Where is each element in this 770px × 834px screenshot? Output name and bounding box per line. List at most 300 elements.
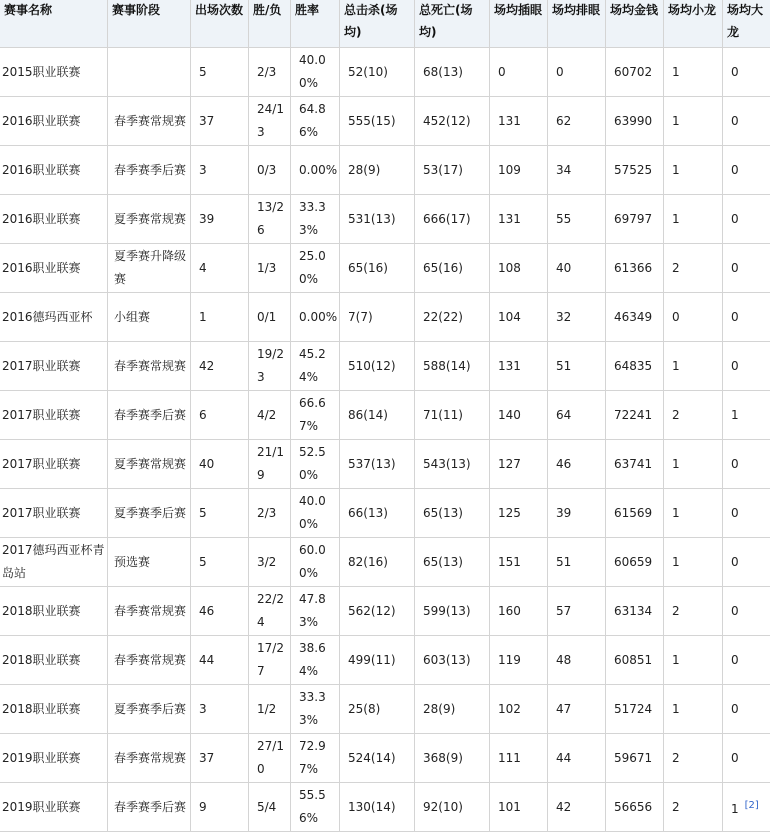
footnote-link[interactable]: [2] (744, 799, 759, 811)
table-row (0, 97, 770, 146)
wards-cell (490, 783, 548, 832)
table-row (0, 489, 770, 538)
event-cell (0, 293, 108, 342)
wards-cell (490, 342, 548, 391)
win-rate-cell (291, 587, 340, 636)
table-row (0, 538, 770, 587)
win-loss-cell-text: 2/3 (257, 64, 277, 79)
wards-cell-text: 108 (498, 260, 521, 275)
baron-cell-text: 0 (731, 358, 739, 373)
win-rate-cell (291, 391, 340, 440)
win-rate-cell (291, 489, 340, 538)
games-cell-text: 9 (199, 799, 207, 814)
win-rate-cell-text: 72.97% (299, 739, 326, 776)
win-rate-cell-text: 0.00% (299, 162, 338, 177)
gold-cell (606, 293, 664, 342)
event-cell-text: 2017德玛西亚杯青岛站 (2, 543, 105, 580)
baron-cell-text: 0 (731, 652, 739, 667)
gold-cell (606, 391, 664, 440)
event-cell (0, 195, 108, 244)
win-rate-cell-text: 33.33% (299, 690, 326, 727)
win-loss-cell (249, 48, 291, 97)
deaths-cell-text: 588(14) (423, 358, 471, 373)
kills-cell (340, 146, 415, 195)
ward-clears-cell-text: 47 (556, 701, 572, 716)
games-cell (191, 538, 249, 587)
gold-cell (606, 685, 664, 734)
gold-cell-text: 64835 (614, 358, 653, 373)
dragon-cell (664, 146, 723, 195)
col-header-games: 出场次数 (191, 0, 249, 48)
deaths-cell-text: 599(13) (423, 603, 471, 618)
win-rate-cell (291, 146, 340, 195)
dragon-cell-text: 1 (672, 456, 680, 471)
baron-cell-text: 0 (731, 701, 739, 716)
wards-cell (490, 440, 548, 489)
gold-cell-text: 46349 (614, 309, 653, 324)
win-rate-cell-text: 52.50% (299, 445, 326, 482)
ward-clears-cell-text: 32 (556, 309, 572, 324)
dragon-cell (664, 538, 723, 587)
stage-cell (108, 538, 191, 587)
dragon-cell (664, 587, 723, 636)
kills-cell (340, 48, 415, 97)
dragon-cell-text: 1 (672, 505, 680, 520)
games-cell-text: 1 (199, 309, 207, 324)
wards-cell (490, 636, 548, 685)
deaths-cell (415, 783, 490, 832)
games-cell (191, 97, 249, 146)
games-cell (191, 636, 249, 685)
event-cell-text: 2016德玛西亚杯 (2, 309, 93, 324)
gold-cell (606, 783, 664, 832)
event-cell-text: 2016职业联赛 (2, 211, 81, 226)
deaths-cell (415, 391, 490, 440)
deaths-cell (415, 636, 490, 685)
col-header-wards: 场均插眼 (490, 0, 548, 48)
table-row (0, 440, 770, 489)
games-cell (191, 489, 249, 538)
ward-clears-cell-text: 62 (556, 113, 572, 128)
games-cell (191, 391, 249, 440)
games-cell-text: 40 (199, 456, 215, 471)
wards-cell (490, 685, 548, 734)
col-header-win-loss: 胜/负 (249, 0, 291, 48)
kills-cell-text: 7(7) (348, 309, 373, 324)
win-rate-cell (291, 538, 340, 587)
stage-cell (108, 342, 191, 391)
event-cell (0, 146, 108, 195)
gold-cell (606, 342, 664, 391)
kills-cell (340, 97, 415, 146)
games-cell (191, 783, 249, 832)
table-row (0, 636, 770, 685)
deaths-cell (415, 195, 490, 244)
col-header-baron: 场均大龙 (723, 0, 770, 48)
ward-clears-cell (548, 391, 606, 440)
dragon-cell (664, 783, 723, 832)
deaths-cell (415, 538, 490, 587)
deaths-cell-text: 452(12) (423, 113, 471, 128)
win-rate-cell (291, 97, 340, 146)
wards-cell (490, 538, 548, 587)
event-cell (0, 538, 108, 587)
ward-clears-cell-text: 44 (556, 750, 572, 765)
win-loss-cell (249, 293, 291, 342)
baron-cell (723, 587, 770, 636)
kills-cell-text: 82(16) (348, 554, 388, 569)
deaths-cell-text: 368(9) (423, 750, 463, 765)
games-cell (191, 293, 249, 342)
event-cell (0, 440, 108, 489)
gold-cell-text: 61569 (614, 505, 653, 520)
baron-cell-text: 0 (731, 162, 739, 177)
wards-cell (490, 587, 548, 636)
table-row (0, 48, 770, 97)
win-loss-cell-text: 3/2 (257, 554, 277, 569)
event-cell (0, 636, 108, 685)
wards-cell (490, 97, 548, 146)
win-loss-cell-text: 2/3 (257, 505, 277, 520)
stage-cell-text: 春季赛常规赛 (114, 603, 187, 618)
dragon-cell (664, 734, 723, 783)
baron-cell-text: 0 (731, 211, 739, 226)
dragon-cell (664, 195, 723, 244)
win-loss-cell (249, 342, 291, 391)
win-rate-cell (291, 342, 340, 391)
kills-cell (340, 391, 415, 440)
event-cell-text: 2018职业联赛 (2, 652, 81, 667)
dragon-cell-text: 1 (672, 554, 680, 569)
deaths-cell-text: 71(11) (423, 407, 463, 422)
win-rate-cell (291, 440, 340, 489)
win-rate-cell-text: 25.00% (299, 249, 326, 286)
stage-cell-text: 春季赛季后赛 (114, 407, 187, 422)
ward-clears-cell (548, 783, 606, 832)
baron-cell-text: 0 (731, 456, 739, 471)
stage-cell-text: 夏季赛常规赛 (114, 456, 187, 471)
baron-cell (723, 685, 770, 734)
wards-cell (490, 195, 548, 244)
stage-cell-text: 夏季赛升降级赛 (114, 249, 187, 286)
games-cell-text: 42 (199, 358, 215, 373)
games-cell-text: 37 (199, 113, 215, 128)
dragon-cell (664, 636, 723, 685)
win-loss-cell-text: 17/27 (257, 641, 284, 678)
stage-cell-text: 春季赛常规赛 (114, 358, 187, 373)
dragon-cell-text: 1 (672, 162, 680, 177)
event-cell-text: 2015职业联赛 (2, 64, 81, 79)
ward-clears-cell (548, 97, 606, 146)
win-loss-cell-text: 5/4 (257, 799, 277, 814)
ward-clears-cell (548, 636, 606, 685)
deaths-cell-text: 68(13) (423, 64, 463, 79)
event-cell (0, 97, 108, 146)
kills-cell-text: 28(9) (348, 162, 381, 177)
kills-cell (340, 440, 415, 489)
wards-cell-text: 127 (498, 456, 521, 471)
wards-cell-text: 140 (498, 407, 521, 422)
win-rate-cell (291, 244, 340, 293)
baron-cell (723, 440, 770, 489)
kills-cell-text: 537(13) (348, 456, 396, 471)
gold-cell-text: 63741 (614, 456, 653, 471)
dragon-cell-text: 1 (672, 113, 680, 128)
games-cell (191, 734, 249, 783)
gold-cell-text: 59671 (614, 750, 653, 765)
ward-clears-cell (548, 146, 606, 195)
stage-cell-text: 夏季赛季后赛 (114, 505, 187, 520)
baron-cell (723, 636, 770, 685)
event-cell-text: 2018职业联赛 (2, 701, 81, 716)
baron-cell-text: 0 (731, 64, 739, 79)
win-rate-cell (291, 195, 340, 244)
dragon-cell (664, 391, 723, 440)
gold-cell (606, 440, 664, 489)
wards-cell-text: 0 (498, 64, 506, 79)
win-rate-cell (291, 685, 340, 734)
dragon-cell (664, 48, 723, 97)
baron-cell (723, 293, 770, 342)
win-rate-cell-text: 40.00% (299, 53, 326, 90)
win-rate-cell-text: 47.83% (299, 592, 326, 629)
stage-cell-text: 夏季赛季后赛 (114, 701, 187, 716)
kills-cell-text: 555(15) (348, 113, 396, 128)
baron-cell (723, 489, 770, 538)
baron-cell (723, 734, 770, 783)
baron-cell-text: 0 (731, 113, 739, 128)
kills-cell (340, 587, 415, 636)
baron-cell (723, 538, 770, 587)
win-loss-cell-text: 22/24 (257, 592, 284, 629)
table-body (0, 48, 770, 832)
dragon-cell-text: 1 (672, 64, 680, 79)
win-loss-cell (249, 146, 291, 195)
kills-cell-text: 25(8) (348, 701, 381, 716)
ward-clears-cell-text: 39 (556, 505, 572, 520)
win-loss-cell (249, 734, 291, 783)
deaths-cell-text: 603(13) (423, 652, 471, 667)
event-cell-text: 2019职业联赛 (2, 799, 81, 814)
event-cell (0, 685, 108, 734)
deaths-cell (415, 97, 490, 146)
col-header-stage: 赛事阶段 (108, 0, 191, 48)
games-cell (191, 587, 249, 636)
dragon-cell (664, 342, 723, 391)
win-loss-cell-text: 13/26 (257, 200, 284, 237)
event-cell (0, 244, 108, 293)
win-loss-cell (249, 538, 291, 587)
table-row (0, 734, 770, 783)
dragon-cell-text: 1 (672, 652, 680, 667)
win-rate-cell (291, 783, 340, 832)
deaths-cell-text: 22(22) (423, 309, 463, 324)
wards-cell-text: 131 (498, 211, 521, 226)
baron-cell-text: 1 (731, 407, 739, 422)
ward-clears-cell (548, 489, 606, 538)
wards-cell-text: 131 (498, 113, 521, 128)
wards-cell (490, 244, 548, 293)
gold-cell-text: 60851 (614, 652, 653, 667)
wards-cell-text: 131 (498, 358, 521, 373)
win-rate-cell (291, 636, 340, 685)
ward-clears-cell-text: 64 (556, 407, 572, 422)
table-row (0, 195, 770, 244)
event-cell (0, 342, 108, 391)
stage-cell-text: 春季赛常规赛 (114, 750, 187, 765)
stage-cell (108, 734, 191, 783)
dragon-cell-text: 0 (672, 309, 680, 324)
ward-clears-cell-text: 51 (556, 554, 572, 569)
event-cell (0, 783, 108, 832)
dragon-cell-text: 1 (672, 701, 680, 716)
wards-cell (490, 293, 548, 342)
event-cell-text: 2018职业联赛 (2, 603, 81, 618)
gold-cell (606, 734, 664, 783)
wards-cell-text: 160 (498, 603, 521, 618)
dragon-cell-text: 2 (672, 260, 680, 275)
col-header-deaths: 总死亡(场均) (415, 0, 490, 48)
table-row (0, 342, 770, 391)
gold-cell-text: 61366 (614, 260, 653, 275)
baron-cell (723, 342, 770, 391)
deaths-cell (415, 293, 490, 342)
deaths-cell-text: 28(9) (423, 701, 456, 716)
ward-clears-cell-text: 48 (556, 652, 572, 667)
kills-cell-text: 130(14) (348, 799, 396, 814)
gold-cell-text: 57525 (614, 162, 653, 177)
col-header-event: 赛事名称 (0, 0, 108, 48)
gold-cell (606, 244, 664, 293)
dragon-cell-text: 1 (672, 358, 680, 373)
gold-cell (606, 538, 664, 587)
baron-cell (723, 97, 770, 146)
win-rate-cell (291, 734, 340, 783)
deaths-cell (415, 146, 490, 195)
table-row (0, 587, 770, 636)
gold-cell (606, 636, 664, 685)
baron-cell (723, 783, 770, 832)
stage-cell (108, 97, 191, 146)
kills-cell-text: 562(12) (348, 603, 396, 618)
gold-cell-text: 51724 (614, 701, 653, 716)
win-rate-cell-text: 66.67% (299, 396, 326, 433)
deaths-cell-text: 65(13) (423, 505, 463, 520)
deaths-cell (415, 244, 490, 293)
table-row (0, 146, 770, 195)
games-cell-text: 46 (199, 603, 215, 618)
stage-cell (108, 685, 191, 734)
dragon-cell-text: 1 (672, 211, 680, 226)
baron-cell-text: 0 (731, 260, 739, 275)
dragon-cell (664, 244, 723, 293)
win-rate-cell-text: 64.86% (299, 102, 326, 139)
stage-cell (108, 489, 191, 538)
ward-clears-cell-text: 46 (556, 456, 572, 471)
event-cell (0, 587, 108, 636)
ward-clears-cell-text: 42 (556, 799, 572, 814)
baron-cell (723, 195, 770, 244)
ward-clears-cell-text: 55 (556, 211, 572, 226)
ward-clears-cell (548, 244, 606, 293)
ward-clears-cell (548, 440, 606, 489)
win-loss-cell-text: 0/3 (257, 162, 277, 177)
dragon-cell-text: 2 (672, 407, 680, 422)
win-loss-cell-text: 0/1 (257, 309, 277, 324)
header-row (0, 0, 770, 48)
deaths-cell (415, 734, 490, 783)
games-cell-text: 3 (199, 162, 207, 177)
stage-cell (108, 48, 191, 97)
deaths-cell-text: 65(16) (423, 260, 463, 275)
games-cell (191, 146, 249, 195)
event-cell-text: 2017职业联赛 (2, 358, 81, 373)
dragon-cell (664, 293, 723, 342)
wards-cell-text: 104 (498, 309, 521, 324)
games-cell (191, 244, 249, 293)
games-cell-text: 3 (199, 701, 207, 716)
baron-cell-text: 0 (731, 603, 739, 618)
wards-cell-text: 125 (498, 505, 521, 520)
win-loss-cell-text: 27/10 (257, 739, 284, 776)
baron-cell-text: 0 (731, 505, 739, 520)
win-rate-cell-text: 40.00% (299, 494, 326, 531)
ward-clears-cell-text: 0 (556, 64, 564, 79)
ward-clears-cell (548, 195, 606, 244)
stage-cell-text: 夏季赛常规赛 (114, 211, 187, 226)
stage-cell-text: 春季赛常规赛 (114, 113, 187, 128)
table-row (0, 244, 770, 293)
gold-cell (606, 489, 664, 538)
gold-cell-text: 72241 (614, 407, 653, 422)
win-loss-cell (249, 391, 291, 440)
win-rate-cell-text: 60.00% (299, 543, 326, 580)
deaths-cell (415, 685, 490, 734)
win-loss-cell (249, 97, 291, 146)
ward-clears-cell (548, 685, 606, 734)
win-loss-cell (249, 636, 291, 685)
baron-cell (723, 244, 770, 293)
gold-cell (606, 195, 664, 244)
games-cell-text: 39 (199, 211, 215, 226)
stage-cell (108, 391, 191, 440)
stage-cell (108, 244, 191, 293)
baron-cell-text: 1 (731, 801, 739, 816)
gold-cell (606, 48, 664, 97)
games-cell-text: 37 (199, 750, 215, 765)
stage-cell (108, 195, 191, 244)
games-cell (191, 685, 249, 734)
win-loss-cell-text: 24/13 (257, 102, 284, 139)
kills-cell (340, 489, 415, 538)
win-rate-cell-text: 55.56% (299, 788, 326, 825)
col-header-ward-clears: 场均排眼 (548, 0, 606, 48)
wards-cell-text: 101 (498, 799, 521, 814)
table-row (0, 783, 770, 832)
stage-cell (108, 440, 191, 489)
table-row (0, 391, 770, 440)
stage-cell-text: 春季赛常规赛 (114, 652, 187, 667)
win-loss-cell (249, 587, 291, 636)
kills-cell (340, 636, 415, 685)
stage-cell-text: 预选赛 (114, 554, 151, 569)
wards-cell-text: 111 (498, 750, 521, 765)
kills-cell-text: 531(13) (348, 211, 396, 226)
stage-cell-text: 春季赛季后赛 (114, 799, 187, 814)
games-cell-text: 6 (199, 407, 207, 422)
col-header-win-rate: 胜率 (291, 0, 340, 48)
event-cell-text: 2016职业联赛 (2, 162, 81, 177)
